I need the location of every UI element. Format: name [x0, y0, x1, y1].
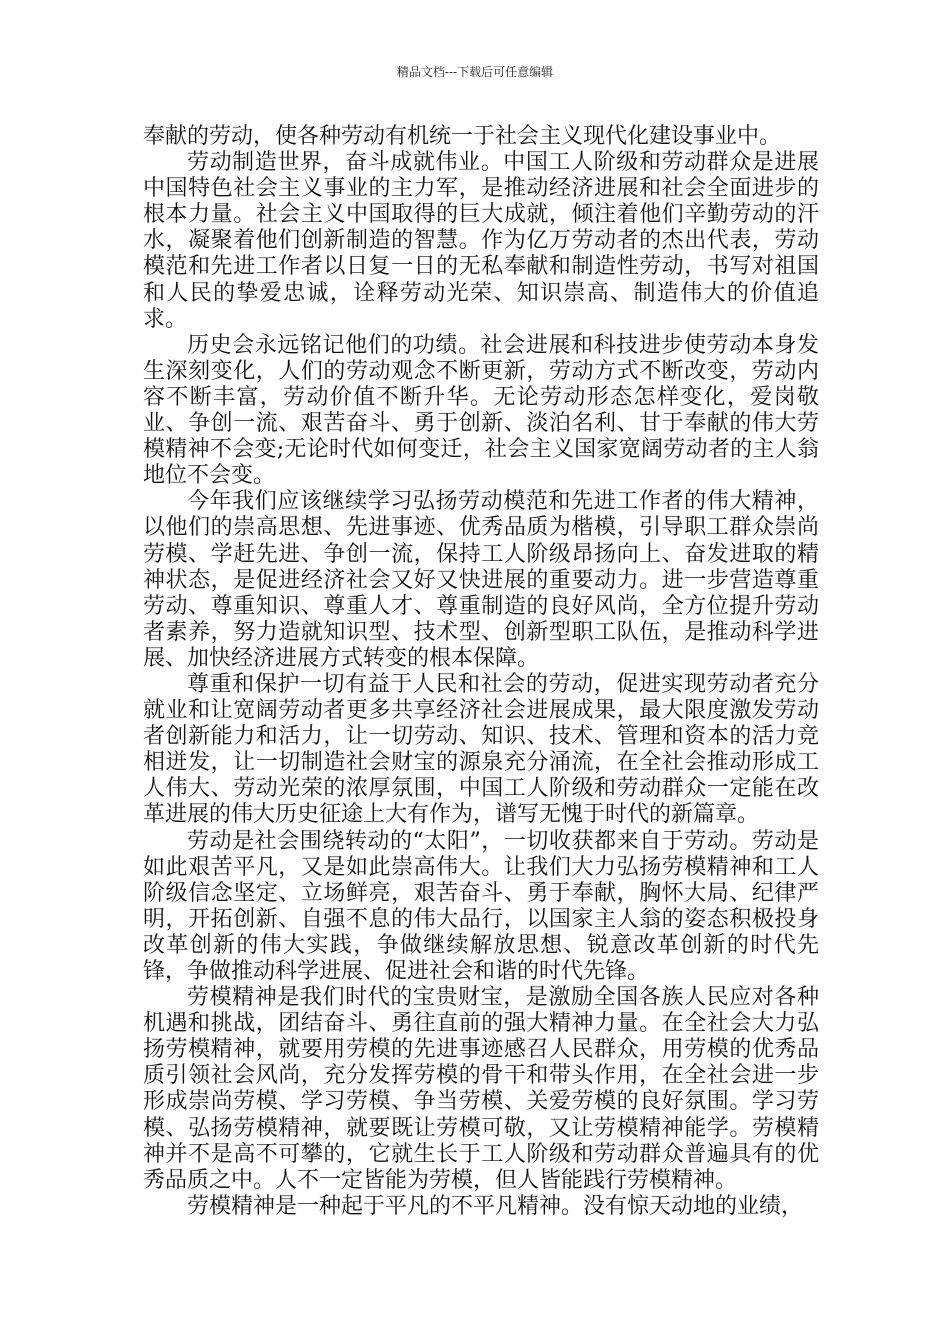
document-body — [143, 124, 819, 1220]
paragraph: 劳动是社会围绕转动的“太阳”，一切收获都来自于劳动。劳动是如此艰苦平凡，又是如此崇高伟大。让我们大力弘扬劳模精神和工人阶级信念坚定、立场鲜亮，艰苦奋斗、勇于奉献，胸怀大局、纪律严明，开拓创新、自强不息的伟大品行，以国家主人翁的姿态积极投身改革创新的伟大实践，争做继续解放思想、锐意改革创新的时代先锋，争做推动科学进展、促进社会和谐的时代先锋。 — [143, 828, 819, 984]
paragraph: 历史会永远铭记他们的功绩。社会进展和科技进步使劳动本身发生深刻变化，人们的劳动观念不断更新，劳动方式不断改变，劳动内容不断丰富，劳动价值不断升华。无论劳动形态怎样变化，爱岗敬业、争创一流、艰苦奋斗、勇于创新、淡泊名利、甘于奉献的伟大劳模精神不会变;无论时代如何变迁，社会主义国家宽阔劳动者的主人翁地位不会变。 — [143, 332, 819, 489]
paragraph: 今年我们应该继续学习弘扬劳动模范和先进工作者的伟大精神，以他们的崇高思想、先进事迹、优秀品质为楷模，引导职工群众崇尚劳模、学赶先进、争创一流，保持工人阶级昂扬向上、奋发进取的精神状态，是促进经济社会又好又快进展的重要动力。进一步营造尊重劳动、尊重知识、尊重人才、尊重制造的良好风尚，全方位提升劳动者素养，努力造就知识型、技术型、创新型职工队伍，是推动科学进展、加快经济进展方式转变的根本保障。 — [143, 489, 819, 671]
paragraph: 劳模精神是我们时代的宝贵财宝，是激励全国各族人民应对各种机遇和挑战，团结奋斗、勇往直前的强大精神力量。在全社会大力弘扬劳模精神，就要用劳模的先进事迹感召人民群众，用劳模的优秀品质引领社会风尚，充分发挥劳模的骨干和带头作用，在全社会进一步形成崇尚劳模、学习劳模、争当劳模、关爱劳模的良好氛围。学习劳模、弘扬劳模精神，就要既让劳模可敬，又让劳模精神能学。劳模精神并不是高不可攀的，它就生长于工人阶级和劳动群众普遍具有的优秀品质之中。人不一定皆能为劳模，但人皆能践行劳模精神。 — [143, 985, 819, 1193]
paragraph: 尊重和保护一切有益于人民和社会的劳动，促进实现劳动者充分就业和让宽阔劳动者更多共享经济社会进展成果，最大限度激发劳动者创新能力和活力，让一切劳动、知识、技术、管理和资本的活力竞相迸发，让一切制造社会财宝的源泉充分涌流，在全社会推动形成工人伟大、劳动光荣的浓厚氛围，中国工人阶级和劳动群众一定能在改革进展的伟大历史征途上大有作为，谱写无愧于时代的新篇章。 — [143, 671, 819, 828]
paragraph: 劳动制造世界，奋斗成就伟业。中国工人阶级和劳动群众是进展中国特色社会主义事业的主力军，是推动经济进展和社会全面进步的根本力量。社会主义中国取得的巨大成就，倾注着他们辛勤劳动的汗水，凝聚着他们创新制造的智慧。作为亿万劳动者的杰出代表，劳动模范和先进工作者以日复一日的无私奉献和制造性劳动，书写对祖国和人民的挚爱忠诚，诠释劳动光荣、知识崇高、制造伟大的价值追求。 — [143, 150, 819, 332]
paragraph: 劳模精神是一种起于平凡的不平凡精神。没有惊天动地的业绩， — [187, 1193, 804, 1219]
paragraph-continuation: 奉献的劳动，使各种劳动有机统一于社会主义现代化建设事业中。 — [143, 124, 782, 149]
page-header: 精品文档---下载后可任意编辑 — [396, 65, 554, 79]
